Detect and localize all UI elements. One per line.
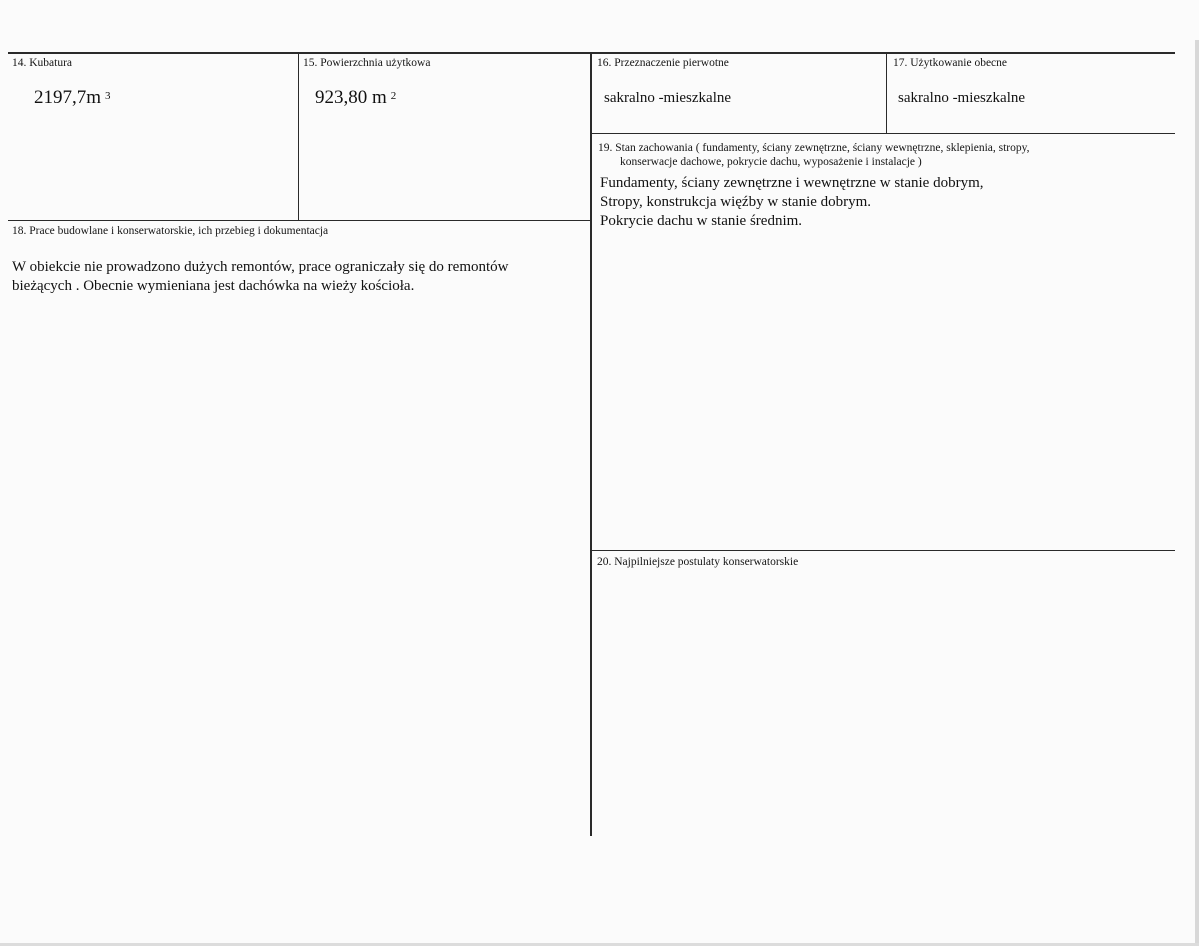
rule-above-18 <box>8 220 591 221</box>
field-17-label: 17. Użytkowanie obecne <box>893 57 1008 69</box>
field-16-value: sakralno -mieszkalne <box>604 90 732 106</box>
field-15-label: 15. Powierzchnia użytkowa <box>303 57 431 69</box>
field-14-label: 14. Kubatura <box>12 57 73 69</box>
field-15-unit-exponent: 2 <box>390 90 397 102</box>
field-19-text-line-2: Stropy, konstrukcja więźby w stanie dobrym. <box>600 194 872 210</box>
field-17-value: sakralno -mieszkalne <box>898 90 1026 106</box>
field-18-text-line-1: W obiekcie nie prowadzono dużych remontów, prace ograniczały się do remontów <box>12 259 509 275</box>
rule-under-16-17 <box>591 133 1175 134</box>
field-19-text-line-3: Pokrycie dachu w stanie średnim. <box>600 213 803 229</box>
field-18-text-line-2: bieżących . Obecnie wymieniana jest dachówka na wieży kościoła. <box>12 278 415 294</box>
divider-16-17 <box>886 53 887 133</box>
field-18-label: 18. Prace budowlane i konserwatorskie, ich przebieg i dokumentacja <box>12 225 329 237</box>
center-divider <box>590 53 592 836</box>
divider-14-15 <box>298 53 299 221</box>
field-19-label-line-1: 19. Stan zachowania ( fundamenty, ściany zewnętrzne, ściany wewnętrzne, sklepienia, stropy, <box>598 142 1030 154</box>
field-15-number: 923,80 m <box>315 87 387 108</box>
field-16-label: 16. Przeznaczenie pierwotne <box>597 57 729 69</box>
field-14-unit-exponent: 3 <box>105 90 111 102</box>
field-14-number: 2197,7m <box>34 87 102 108</box>
rule-above-20 <box>591 550 1175 551</box>
field-19-text-line-1: Fundamenty, ściany zewnętrzne i wewnętrzne w stanie dobrym, <box>600 175 984 191</box>
field-20-label: 20. Najpilniejsze postulaty konserwatorskie <box>597 556 799 568</box>
field-14-value <box>34 88 111 110</box>
scan-right-edge <box>1195 40 1199 946</box>
field-15-value <box>315 88 396 110</box>
field-19-label-line-2: konserwacje dachowe, pokrycie dachu, wyposażenie i instalacje ) <box>620 156 922 168</box>
